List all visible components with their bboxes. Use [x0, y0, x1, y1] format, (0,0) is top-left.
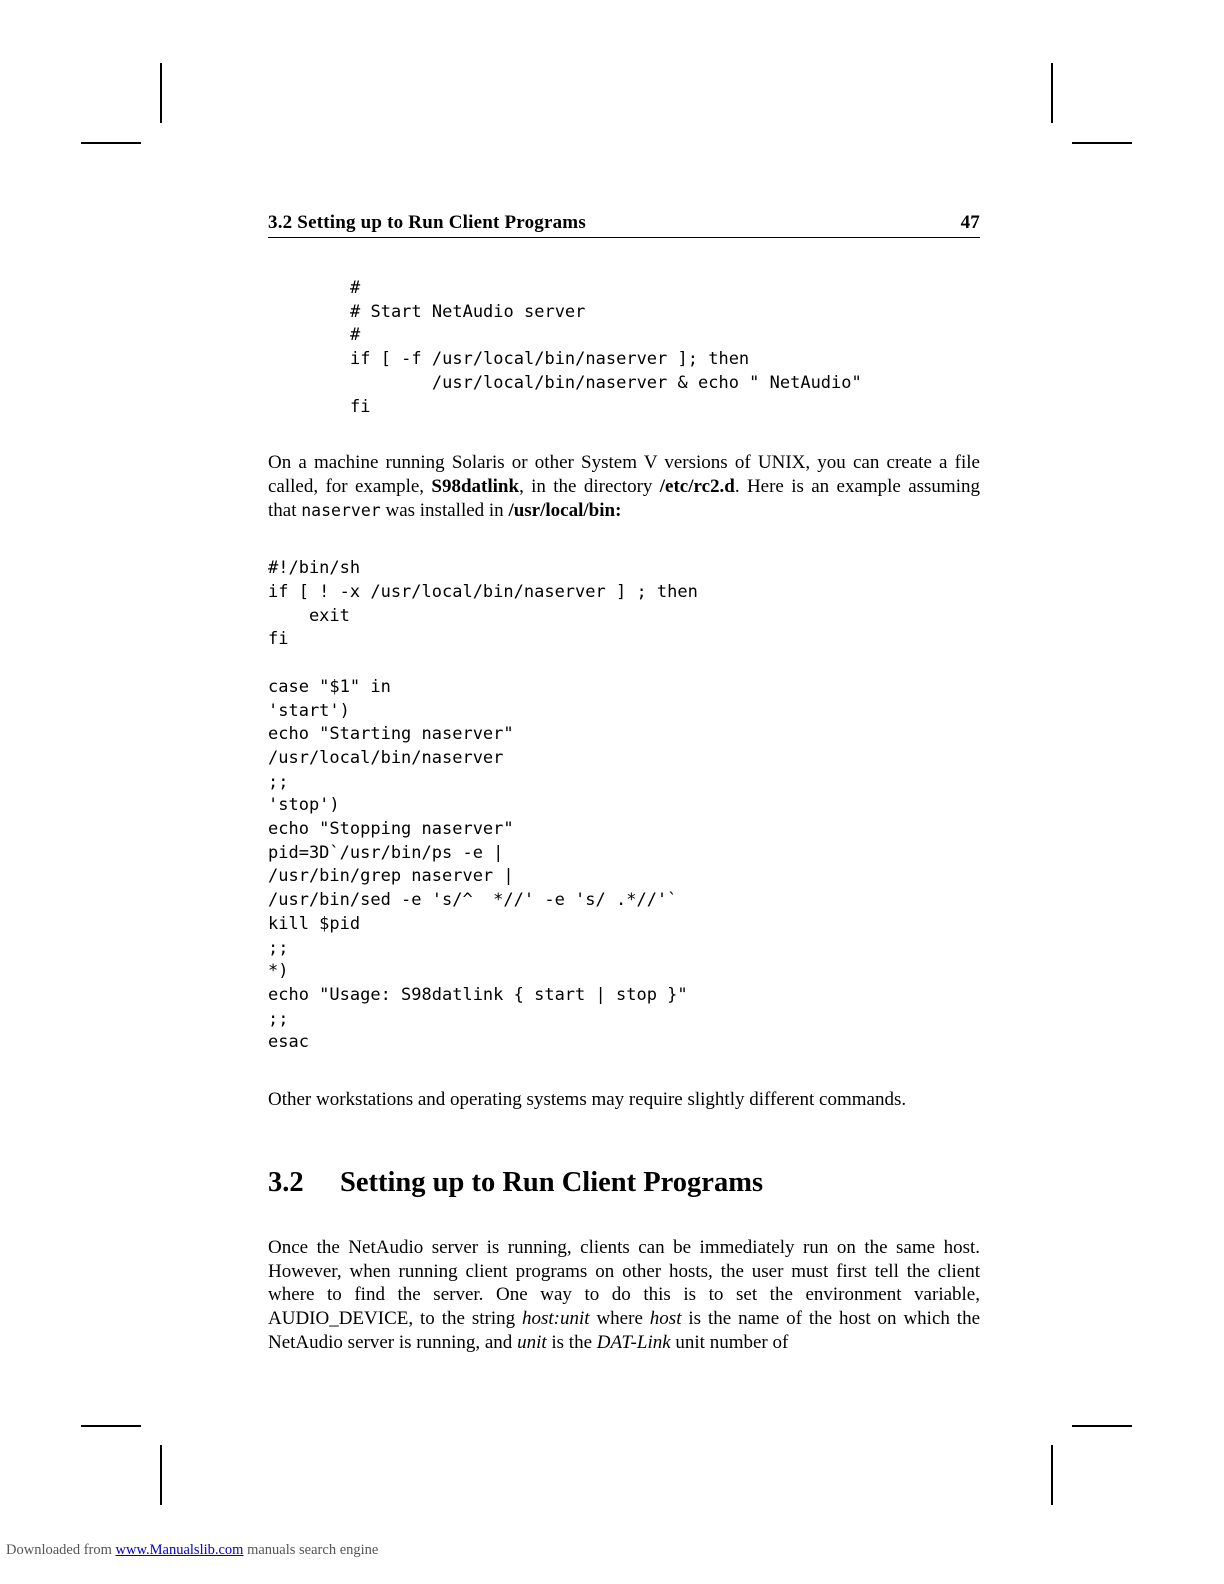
directory-rc2d: /etc/rc2.d [659, 475, 735, 497]
crop-mark-top-left-vertical [160, 63, 162, 123]
paragraph-solaris-text-2: , in the directory [519, 475, 660, 497]
running-header [268, 212, 980, 238]
paragraph-solaris-text-3: . Here is an example assuming that [268, 475, 980, 521]
page-number: 47 [960, 212, 980, 233]
dat-link-term: DAT-Link [596, 1331, 671, 1353]
section-heading [268, 1166, 980, 1200]
running-header-title: 3.2 Setting up to Run Client Programs [268, 212, 586, 233]
code-block-rc-local: # # Start NetAudio server # if [ -f /usr/local/bin/naserver ]; then /usr/local/bin/naserver & echo " NetAudio" fi [350, 278, 862, 417]
paragraph-other-workstations: Other workstations and operating systems may require slightly different commands. [268, 1089, 907, 1111]
section-title: Setting up to Run Client Programs [340, 1166, 764, 1198]
install-directory: /usr/local/bin: [508, 499, 622, 521]
crop-mark-bottom-right-horizontal [1072, 1425, 1132, 1427]
paragraph-client-setup [268, 1236, 980, 1355]
paragraph-solaris [268, 451, 980, 522]
footer-prefix: Downloaded from [6, 1542, 116, 1558]
code-block-s98datlink-script: #!/bin/sh if [ ! -x /usr/local/bin/naserver ] ; then exit fi case "$1" in 'start') echo "Starting naserver" /usr/local/bin/naserver ;; 'stop') echo "Stopping naserver" pid=3D`/usr/bin/ps -e | /usr/bin/grep naserver | /usr/bin/sed -e 's/^ *//' -e 's/ .*//'` kill $pid ;; *) echo "Usage: S98datlink { start | stop }" ;; esac [268, 558, 698, 1053]
crop-mark-top-right-vertical [1051, 63, 1053, 123]
paragraph-client-text-4: is the [546, 1331, 597, 1353]
crop-mark-top-left-horizontal [81, 142, 141, 144]
paragraph-client-text-3: is the name of the host on which the NetAudio server is running, and [268, 1307, 980, 1353]
host-unit-term: host:unit [522, 1307, 590, 1329]
manualslib-link[interactable]: www.Manualslib.com [115, 1542, 244, 1558]
page-content [268, 212, 980, 1354]
crop-mark-bottom-left-horizontal [81, 1425, 141, 1427]
program-naserver: naserver [301, 500, 381, 520]
footer-suffix: manuals search engine [243, 1542, 379, 1558]
host-term: host [649, 1307, 682, 1329]
paragraph-client-text-5: unit number of [670, 1331, 789, 1353]
download-footer [6, 1542, 378, 1559]
paragraph-client-text-2: where [589, 1307, 650, 1329]
paragraph-solaris-text-1: On a machine running Solaris or other System V versions of UNIX, you can create a file called, for example, [268, 452, 980, 497]
unit-term: unit [517, 1331, 547, 1353]
paragraph-client-text-1: Once the NetAudio server is running, clients can be immediately run on the same host. However, when running client programs on other hosts, the user must first tell the client where to find the server. One way to do this is to set the environment variable, AUDIO_DEVICE, to the string [268, 1236, 980, 1329]
crop-mark-bottom-right-vertical [1051, 1445, 1053, 1505]
crop-mark-bottom-left-vertical [160, 1445, 162, 1505]
crop-mark-top-right-horizontal [1072, 142, 1132, 144]
file-name-s98datlink: S98datlink [431, 475, 520, 497]
section-number: 3.2 [268, 1166, 304, 1198]
paragraph-solaris-text-4: was installed in [380, 499, 509, 521]
